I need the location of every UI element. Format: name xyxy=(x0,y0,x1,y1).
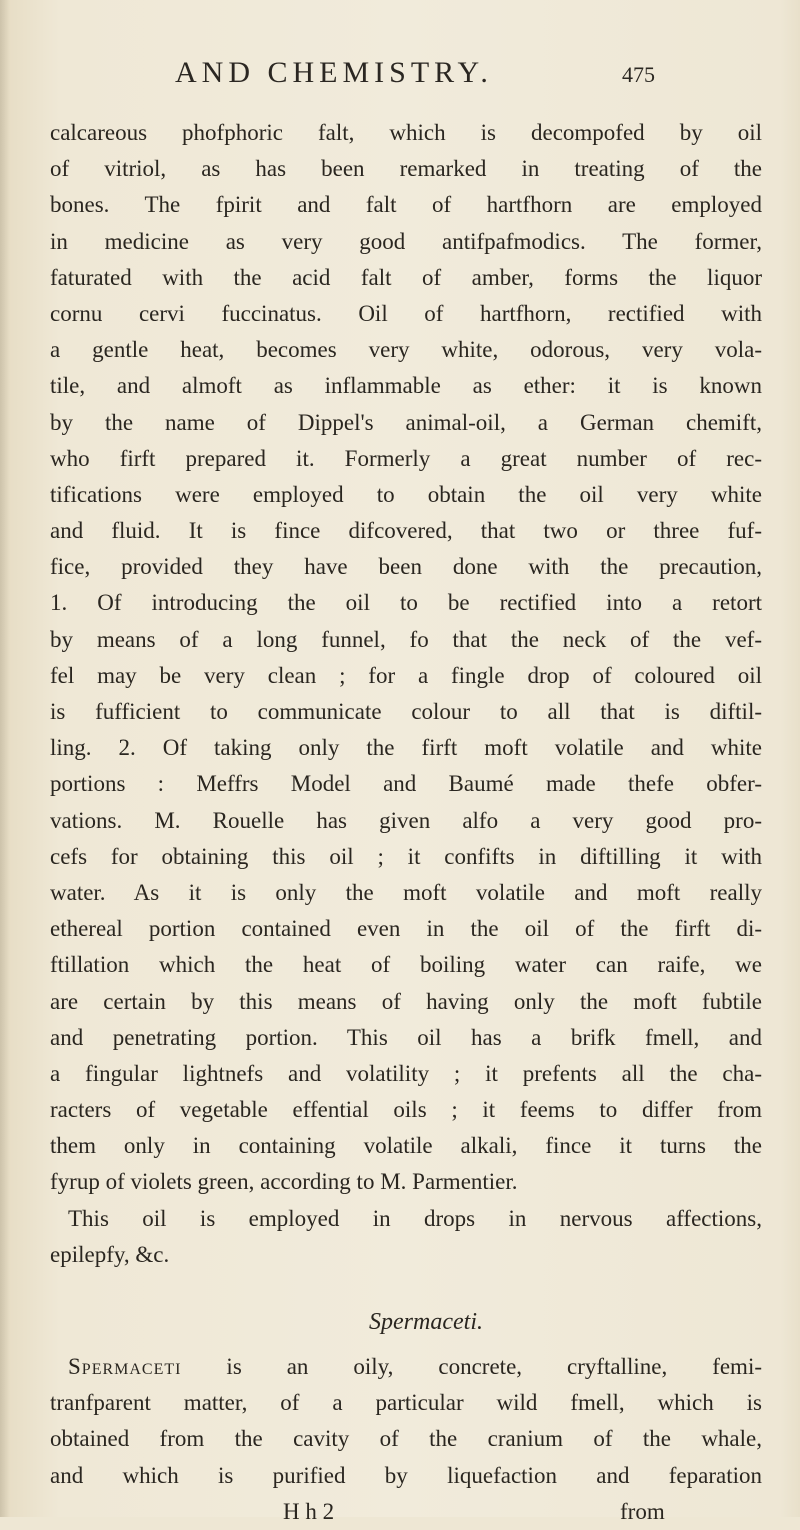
text-line: and penetrating portion. This oil has a brifk fmell, and xyxy=(50,1024,762,1050)
text-line: tile, and almoft as inflammable as ether: it is known xyxy=(50,373,762,399)
text-line: fyrup of violets green, according to M. Parmentier. xyxy=(50,1169,518,1195)
text-line: them only in containing volatile alkali, fince it turns the xyxy=(50,1133,762,1159)
text-line: tranfparent matter, of a particular wild fmell, which is xyxy=(50,1390,762,1416)
text-line: ftillation which the heat of boiling water can raife, we xyxy=(50,952,762,978)
text-line: faturated with the acid falt of amber, forms the liquor xyxy=(50,264,762,290)
text-line xyxy=(50,1349,762,1385)
text-line: a fingular lightnefs and volatility ; it prefents all the cha- xyxy=(50,1060,762,1086)
text-line: and fluid. It is fince difcovered, that two or three fuf- xyxy=(50,518,762,544)
text-line: obtained from the cavity of the cranium of the whale, xyxy=(50,1426,762,1452)
text-line: ling. 2. Of taking only the firft moft volatile and white xyxy=(50,735,762,761)
signature-line xyxy=(50,1494,762,1530)
text-line: cefs for obtaining this oil ; it confifts in diftilling it with xyxy=(50,843,762,869)
page-number: 475 xyxy=(622,62,655,87)
text-line: are certain by this means of having only the moft fubtile xyxy=(50,988,762,1014)
text-line: tifications were employed to obtain the oil very white xyxy=(50,481,762,507)
section-lead-word: Spermaceti xyxy=(68,1354,182,1379)
text-line: cornu cervi fuccinatus. Oil of hartfhorn, rectified with xyxy=(50,300,762,326)
section-first-line-rest: is an oily, concrete, cryftalline, femi- xyxy=(181,1354,762,1379)
running-head: AND CHEMISTRY. xyxy=(175,56,493,89)
section-heading: Spermaceti. xyxy=(369,1309,483,1335)
text-line: 1. Of introducing the oil to be rectified into a retort xyxy=(50,590,762,616)
text-line: who firft prepared it. Formerly a great number of rec- xyxy=(50,445,762,471)
body-text xyxy=(50,115,762,1530)
text-line: racters of vegetable effential oils ; it feems to differ from xyxy=(50,1097,762,1123)
text-line: by the name of Dippel's animal-oil, a German chemift, xyxy=(50,409,762,435)
text-line: of vitriol, as has been remarked in treating of the xyxy=(50,156,762,182)
text-line: bones. The fpirit and falt of hartfhorn are employed xyxy=(50,192,762,218)
signature-mark: H h 2 xyxy=(283,1498,335,1524)
text-line: fice, provided they have been done with the precaution, xyxy=(50,554,762,580)
text-line: portions : Meffrs Model and Baumé made thefe obfer- xyxy=(50,771,762,797)
catchword: from xyxy=(620,1498,665,1524)
gutter-shadow xyxy=(0,0,10,1517)
text-line: This oil is employed in drops in nervous affections, xyxy=(68,1205,762,1231)
text-line: ethereal portion contained even in the oil of the firft di- xyxy=(50,916,762,942)
text-line: fel may be very clean ; for a fingle drop of coloured oil xyxy=(50,662,762,688)
text-line: and which is purified by liquefaction and feparation xyxy=(50,1462,762,1488)
text-line: a gentle heat, becomes very white, odorous, very vola- xyxy=(50,337,762,363)
text-line: by means of a long funnel, fo that the neck of the vef- xyxy=(50,626,762,652)
text-line: in medicine as very good antifpafmodics. The former, xyxy=(50,228,762,254)
text-line: vations. M. Rouelle has given alfo a very good pro- xyxy=(50,807,762,833)
text-line: water. As it is only the moft volatile and moft really xyxy=(50,879,762,905)
page-header xyxy=(0,56,800,100)
text-line: epilepfy, &c. xyxy=(50,1241,170,1267)
text-line: is fufficient to communicate colour to all that is diftil- xyxy=(50,699,762,724)
text-line: calcareous phofphoric falt, which is decompofed by oil xyxy=(50,120,762,145)
